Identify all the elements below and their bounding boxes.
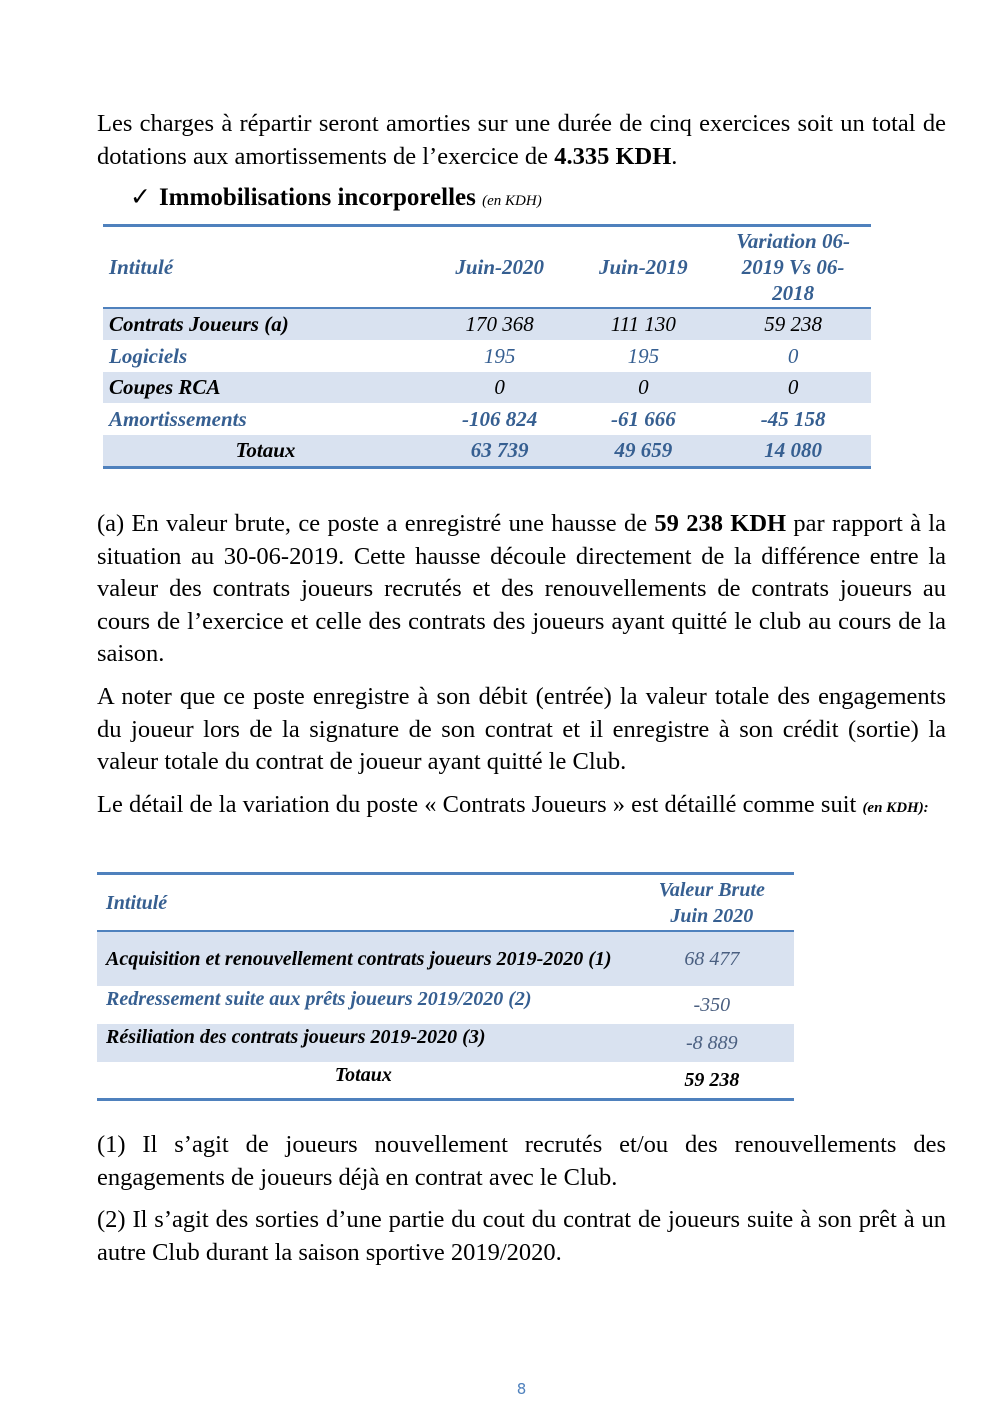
detail-text: Le détail de la variation du poste « Contrats Joueurs » est détaillé comme suit [97, 791, 863, 818]
header-intitule: Intitulé [103, 226, 428, 309]
page-number: 8 [516, 1380, 527, 1398]
header-juin-2019: Juin-2019 [572, 226, 716, 309]
cell-value: 111 130 [572, 308, 716, 340]
header-juin-2020: Juin-2020 [428, 226, 572, 309]
section-heading [130, 182, 542, 217]
section-title: Immobilisations incorporelles [158, 184, 476, 211]
table-row [103, 372, 871, 404]
footnote-2: (2) Il s’agit des sorties d’une partie du cout du contrat de joueurs suite à son prêt à un autre Club durant la saison sportive 2019/2020. [97, 1206, 946, 1266]
intro-paragraph [97, 108, 946, 173]
table-row [97, 931, 794, 986]
cell-value: 0 [715, 372, 871, 404]
totals-label: Totaux [334, 1064, 392, 1086]
cell-value: 68 477 [684, 948, 740, 970]
table-row [97, 1024, 794, 1062]
total-value: 14 080 [715, 435, 871, 468]
intro-bold-amount: 4.335 KDH [554, 142, 672, 170]
totals-row [103, 435, 871, 468]
intangible-assets-table [103, 224, 871, 469]
footnote-1: (1) Il s’agit de joueurs nouvellement recrutés et/ou des renouvellements des engagements de joueurs déjà en contrat avec le Club. [97, 1131, 946, 1191]
row-label: Résiliation des contrats joueurs 2019-2020 (3) [106, 1026, 486, 1048]
detail-paragraph [97, 789, 946, 825]
cell-value: -45 158 [715, 403, 871, 435]
row-label: Contrats Joueurs (a) [103, 308, 428, 340]
table-row [103, 340, 871, 372]
cell-value: 0 [428, 372, 572, 404]
row-label: Coupes RCA [103, 372, 428, 404]
table-header-row [97, 874, 794, 932]
totals-label: Totaux [103, 435, 428, 468]
totals-row [97, 1062, 794, 1100]
cell-value: -8 889 [685, 1032, 738, 1054]
note-a-text-end: par rapport à la situation au 30-06-2019. Cette hausse découle directement de la différence entre la valeur des contrats joueurs recrutés et des renouvellements de contrats joueurs au cours de l’exercice et celle des contrats des joueurs ayant quitté le club au cours de la saison. [97, 510, 946, 667]
note-a-paragraph [97, 508, 946, 671]
checkmark-icon: ✓ [130, 184, 151, 211]
contracts-variation-table [97, 872, 794, 1101]
total-value: 63 739 [428, 435, 572, 468]
table-row [103, 403, 871, 435]
cell-value: 0 [572, 372, 716, 404]
cell-value: -61 666 [572, 403, 716, 435]
cell-value: 170 368 [428, 308, 572, 340]
row-label: Logiciels [103, 340, 428, 372]
cell-value: 59 238 [715, 308, 871, 340]
intro-text-end: . [671, 142, 678, 170]
total-value: 49 659 [572, 435, 716, 468]
header-variation: Variation 06-2019 Vs 06-2018 [715, 226, 871, 309]
row-label: Acquisition et renouvellement contrats joueurs 2019-2020 (1) [106, 948, 612, 970]
cell-value: 195 [428, 340, 572, 372]
noter-paragraph: A noter que ce poste enregistre à son débit (entrée) la valeur totale des engagements du joueur lors de la signature de son contrat et il enregistre à son crédit (sortie) la valeur totale du contrat de joueur ayant quitté le Club. [97, 683, 946, 775]
table-row [103, 308, 871, 340]
section-unit: (en KDH) [482, 193, 542, 209]
header-valeur-brute: Valeur Brute Juin 2020 [630, 874, 794, 932]
detail-unit: (en KDH): [862, 800, 929, 816]
intro-text: Les charges à répartir seront amorties sur une durée de cinq exercices soit un total de dotations aux amortissements de l’exercice de [97, 110, 946, 170]
total-value: 59 238 [684, 1069, 740, 1091]
cell-value: 0 [715, 340, 871, 372]
note-a-bold-amount: 59 238 KDH [654, 510, 787, 537]
table-row [97, 986, 794, 1024]
table-header-row [103, 226, 871, 309]
row-label: Amortissements [103, 403, 428, 435]
row-label: Redressement suite aux prêts joueurs 2019/2020 (2) [106, 988, 532, 1010]
cell-value: 195 [572, 340, 716, 372]
note-a-text: (a) En valeur brute, ce poste a enregistré une hausse de [97, 510, 655, 537]
header-intitule: Intitulé [97, 874, 630, 932]
cell-value: -106 824 [428, 403, 572, 435]
cell-value: -350 [693, 994, 731, 1016]
